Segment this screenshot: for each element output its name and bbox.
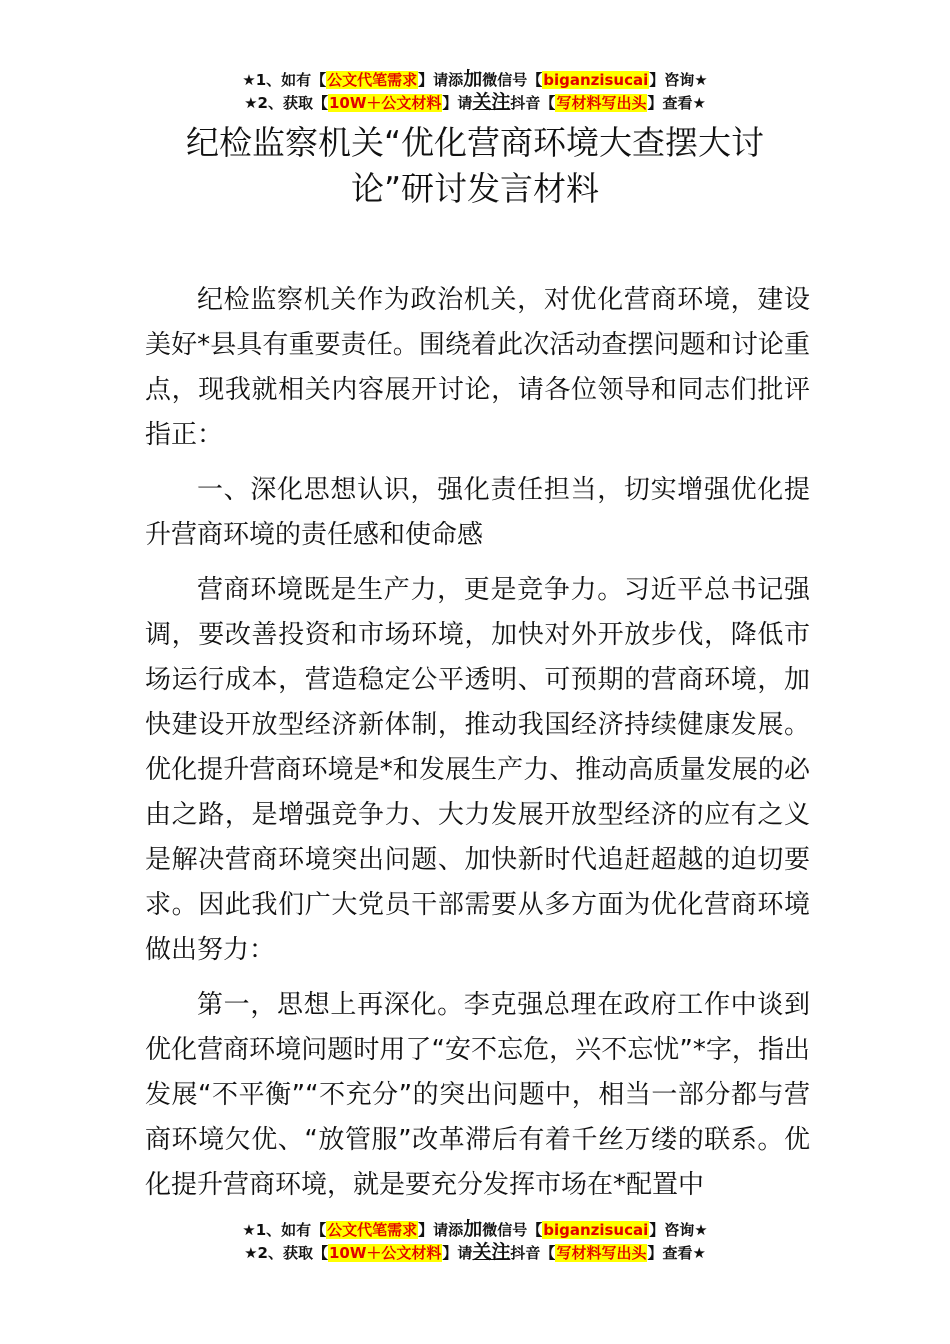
- highlight-douyin: 写材料写出头: [556, 94, 647, 112]
- banner-emphasis: 关注: [472, 91, 511, 113]
- header-banner: [0, 68, 950, 114]
- star-icon: ★: [244, 1244, 258, 1262]
- paragraph: 营商环境既是生产力，更是竞争力。习近平总书记强调，要改善投资和市场环境，加快对外开放步伐，降低市场运行成本，营造稳定公平透明、可预期的营商环境，加快建设开放型经济新体制，推动我国经济持续健康发展。优化提升营商环境是*和发展生产力、推动高质量发展的必由之路，是增强竞争力、大力发展开放型经济的应有之义是解决营商环境突出问题、加快新时代追赶超越的迫切要求。因此我们广大党员干部需要从多方面为优化营商环境做出努力：: [145, 575, 810, 965]
- banner-text: 】请: [442, 1244, 473, 1262]
- highlight-materials: 10W＋公文材料: [328, 94, 442, 112]
- highlight-douyin: 写材料写出头: [556, 1244, 647, 1262]
- banner-text: 】咨询★: [649, 1221, 708, 1239]
- banner-text: 】查看★: [647, 94, 706, 112]
- banner-text: 】咨询★: [649, 71, 708, 89]
- banner-line-2: [0, 1241, 950, 1264]
- banner-text: 抖音【: [510, 94, 556, 112]
- banner-emphasis: 关注: [472, 1241, 511, 1263]
- highlight-service: 公文代笔需求: [327, 71, 418, 89]
- paragraph-intro: 纪检监察机关作为政治机关，对优化营商环境，建设美好*县具有重要责任。围绕着此次活动查摆问题和讨论重点，现我就相关内容展开讨论，请各位领导和同志们批评指正：: [145, 285, 810, 450]
- banner-text: 】请: [442, 94, 473, 112]
- document-title: 纪检监察机关“优化营商环境大查摆大讨论”研讨发言材料: [185, 123, 765, 208]
- footer-banner: [0, 1218, 950, 1264]
- banner-text: 】请添: [418, 71, 464, 89]
- document-body: [145, 278, 810, 1218]
- highlight-wechat-id: biganzisucai: [543, 1221, 649, 1239]
- banner-text: 微信号【: [482, 1221, 543, 1239]
- banner-text: 1、如有【: [255, 71, 327, 89]
- banner-text: 1、如有【: [255, 1221, 327, 1239]
- banner-text: 】查看★: [647, 1244, 706, 1262]
- paragraph: 第一，思想上再深化。李克强总理在政府工作中谈到优化营商环境问题时用了“安不忘危，兴不忘忧”*字，指出发展“不平衡”“不充分”的突出问题中，相当一部分都与营商环境欠优、“放管服”改革滞后有着千丝万缕的联系。优化提升营商环境，就是要充分发挥市场在*配置中: [145, 990, 810, 1200]
- banner-emphasis: 加: [463, 68, 483, 90]
- highlight-service: 公文代笔需求: [327, 1221, 418, 1239]
- section-heading: 一、深化思想认识，强化责任担当，切实增强优化提升营商环境的责任感和使命感: [145, 475, 810, 550]
- banner-text: 】请添: [418, 1221, 464, 1239]
- banner-line-1: [0, 1218, 950, 1241]
- banner-line-2: [0, 91, 950, 114]
- star-icon: ★: [242, 71, 256, 89]
- highlight-materials: 10W＋公文材料: [328, 1244, 442, 1262]
- highlight-wechat-id: biganzisucai: [543, 71, 649, 89]
- star-icon: ★: [244, 94, 258, 112]
- banner-text: 微信号【: [482, 71, 543, 89]
- banner-text: 2、获取【: [257, 94, 328, 112]
- banner-emphasis: 加: [463, 1218, 483, 1240]
- banner-text: 2、获取【: [257, 1244, 328, 1262]
- star-icon: ★: [242, 1221, 256, 1239]
- banner-line-1: [0, 68, 950, 91]
- banner-text: 抖音【: [510, 1244, 556, 1262]
